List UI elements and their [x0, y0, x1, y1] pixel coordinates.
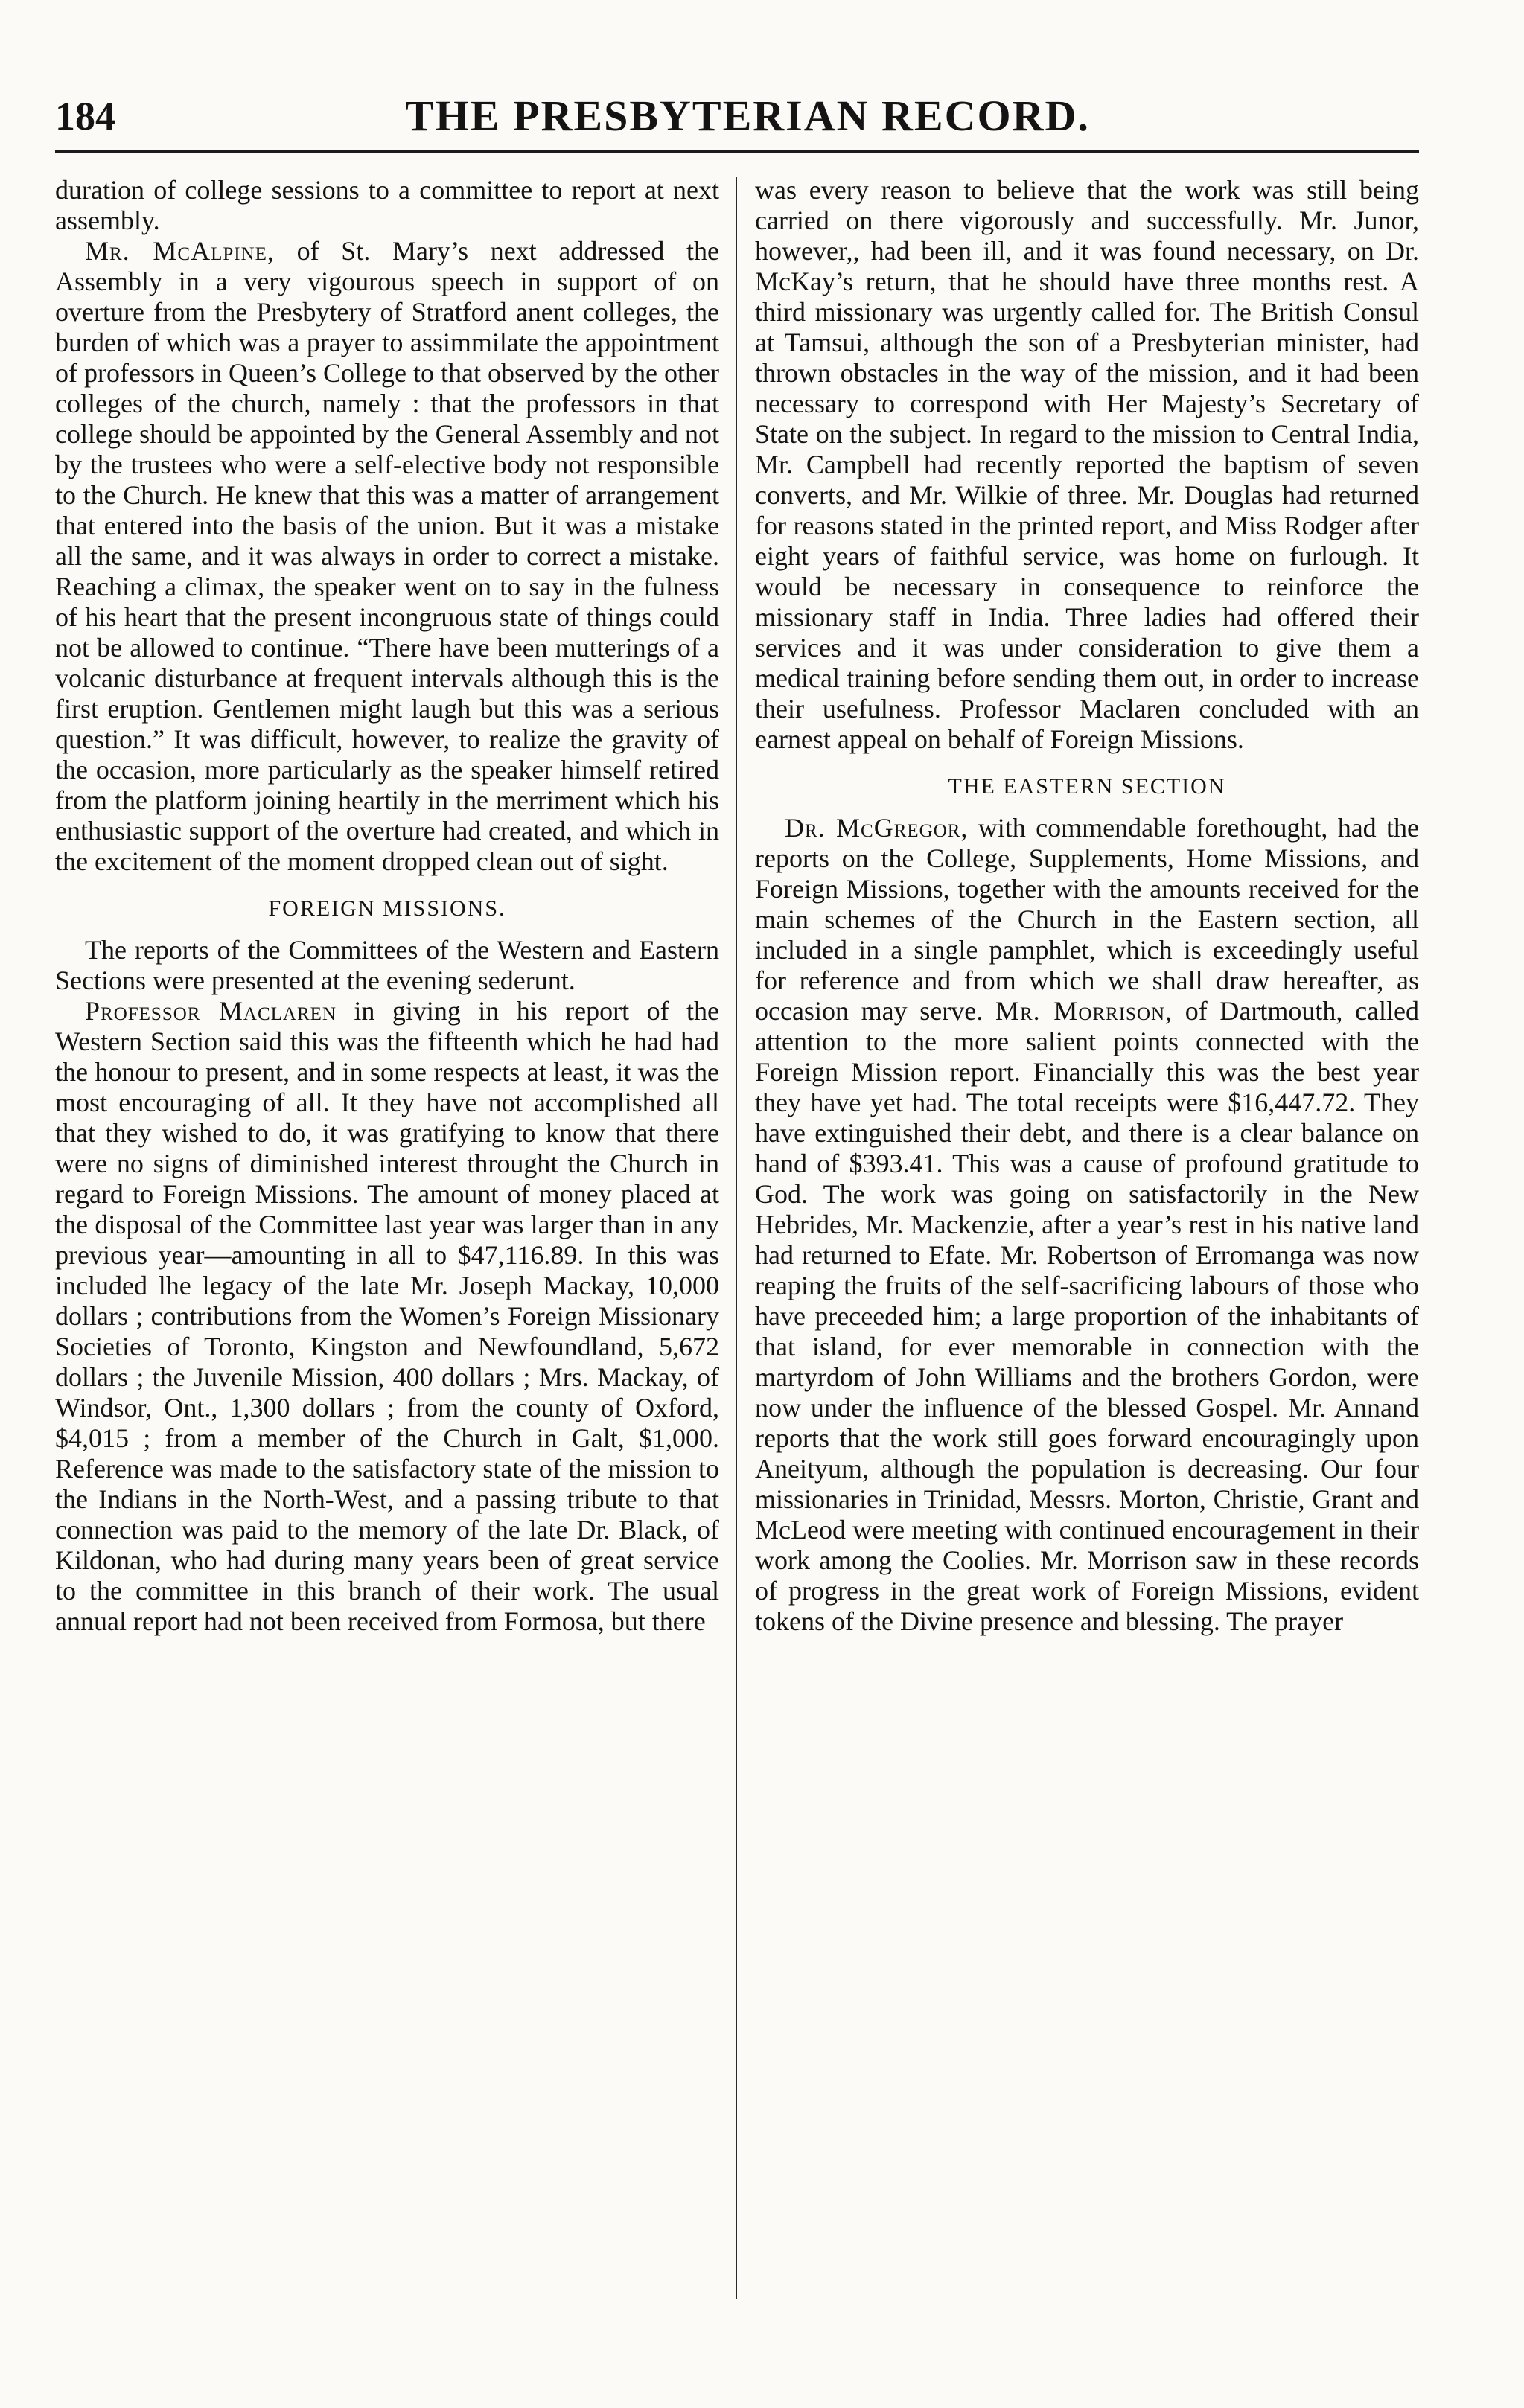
heading-foreign-missions: FOREIGN MISSIONS. [268, 896, 506, 921]
speaker-name-morrison: Mr. Morrison, [995, 996, 1173, 1026]
paragraph-maclaren-text: in giving in his report of the Western Section said this was the fifteenth which he had had the honour to present, and in some respects at least, it was the most encouraging of all. It they have not accomplished all that they wished to do, it was gratifying to know that there were no signs of diminished interest throught the Church in regard to Foreign Missions. The amount of money placed at the disposal of the Committee last year was larger than in any previous year—amounting in all to $47,116.89. In this was included lhe legacy of the late Mr. Joseph Mackay, 10,000 dollars ; contributions from the Women’s Foreign Missionary Societies of Toronto, Kingston and Newfoundland, 5,672 dollars ; the Juvenile Mission, 400 dollars ; Mrs. Mackay, of Windsor, Ont., 1,300 dollars ; from the county of Oxford, $4,015 ; from a member of the Church in Galt, $1,000. Reference was made to the satisfactory state of the mission to the Indians in the North-West, and a passing tribute to that connection was paid to the memory of the late Dr. Black, of Kildonan, who had during many years been of great service to the committee in this branch of their work. The usual annual report had not been received from Formosa, but there [55, 996, 719, 1636]
paragraph-morrison-text: of Dartmouth, called attention to the more salient points connected with the Foreign Mission report. Financially this was the best year they have yet had. The total receipts were $16,447.72. They have extinguished their debt, and there is a clear balance on hand of $393.41. This was a cause of profound gratitude to God. The work was going on satisfactorily in the New Hebrides, Mr. Mackenzie, after a year’s rest in his native land had returned to Efate. Mr. Robertson of Erromanga was now reaping the fruits of the self-sacrificing labours of those who have preceeded him; a large proportion of the inhabitants of that island, for ever memorable in connection with the martyrdom of John Williams and the brothers Gordon, were now under the influence of the blessed Gospel. Mr. Annand reports that the work still goes forward encouragingly upon Aneityum, although the population is decreasing. Our four missionaries in Trinidad, Messrs. Morton, Christie, Grant and McLeod were meeting with continued encouragement in their work among the Coolies. Mr. Morrison saw in these records of progress in the great work of Foreign Missions, evident tokens of the Divine presence and blessing. The prayer [755, 996, 1419, 1636]
speaker-name-maclaren: Professor Maclaren [85, 996, 337, 1026]
speaker-name-mcgregor: Dr. McGregor, [785, 813, 969, 843]
paragraph-mcgregor [755, 813, 1419, 1637]
header-rule [55, 150, 1419, 153]
column-divider [736, 177, 737, 2299]
heading-eastern-section: THE EASTERN SECTION [948, 774, 1226, 799]
paragraph-mcalpine [55, 236, 719, 877]
document-page [55, 82, 1419, 2300]
paragraph-committee-reports: The reports of the Committees of the Western and Eastern Sections were presented at the evening sederunt. [55, 935, 719, 995]
speaker-name-mcalpine: Mr. McAlpine, [85, 236, 275, 266]
paragraph-maclaren [55, 996, 719, 1637]
paragraph-college-sessions: duration of college sessions to a committee to report at next assembly. [55, 175, 719, 235]
paragraph-formosa-continued: was every reason to believe that the work was still being carried on there vigorously and successfully. Mr. Junor, however,, had been ill, and it was found necessary, on Dr. McKay’s return, that he should have three months rest. A third missionary was urgently called for. The British Consul at Tamsui, although the son of a Presbyterian minister, had thrown obstacles in the way of the mission, and it had been necessary to correspond with Her Majesty’s Secretary of State on the subject. In regard to the mission to Central India, Mr. Campbell had recently reported the baptism of seven converts, and Mr. Wilkie of three. Mr. Douglas had returned for reasons stated in the printed report, and Miss Rodger after eight years of faithful service, was home on furlough. It would be necessary in consequence to reinforce the missionary staff in India. Three ladies had offered their services and it was under consideration to give them a medical training before sending them out, in order to increase their usefulness. Professor Maclaren concluded with an earnest appeal on behalf of Foreign Missions. [755, 175, 1419, 754]
page-header [55, 82, 1419, 149]
right-column [755, 175, 1419, 2296]
page-number: 184 [55, 94, 115, 138]
journal-title: THE PRESBYTERIAN RECORD. [405, 92, 1090, 140]
paragraph-mcalpine-text: of St. Mary’s next addressed the Assembly in a very vigourous speech in support of on overture from the Presbytery of Stratford anent colleges, the burden of which was a prayer to assimmilate the appointment of professors in Queen’s College to that observed by the other colleges of the church, namely : that the professors in that college should be appointed by the General Assembly and not by the trustees who were a self-elective body not responsible to the Church. He knew that this was a matter of arrangement that entered into the basis of the union. But it was a mistake all the same, and it was always in order to correct a mistake. Reaching a climax, the speaker went on to say in the fulness of his heart that the present incongruous state of things could not be allowed to continue. “There have been mutterings of a volcanic disturbance at frequent intervals although this is the first eruption. Gentlemen might laugh but this was a serious question.” It was difficult, however, to realize the gravity of the occasion, more particularly as the speaker himself retired from the platform joining heartily in the merriment which his enthusiastic support of the overture had created, and which in the excitement of the moment dropped clean out of sight. [55, 236, 719, 876]
left-column [55, 175, 719, 2296]
paragraph-mcgregor-text: with commendable forethought, had the reports on the College, Supplements, Home Missions, and Foreign Missions, together with the amounts received for the main schemes of the Church in the Eastern section, all included in a single pamphlet, which is exceedingly useful for reference and from which we shall draw hereafter, as occasion may serve. [755, 813, 1419, 1026]
